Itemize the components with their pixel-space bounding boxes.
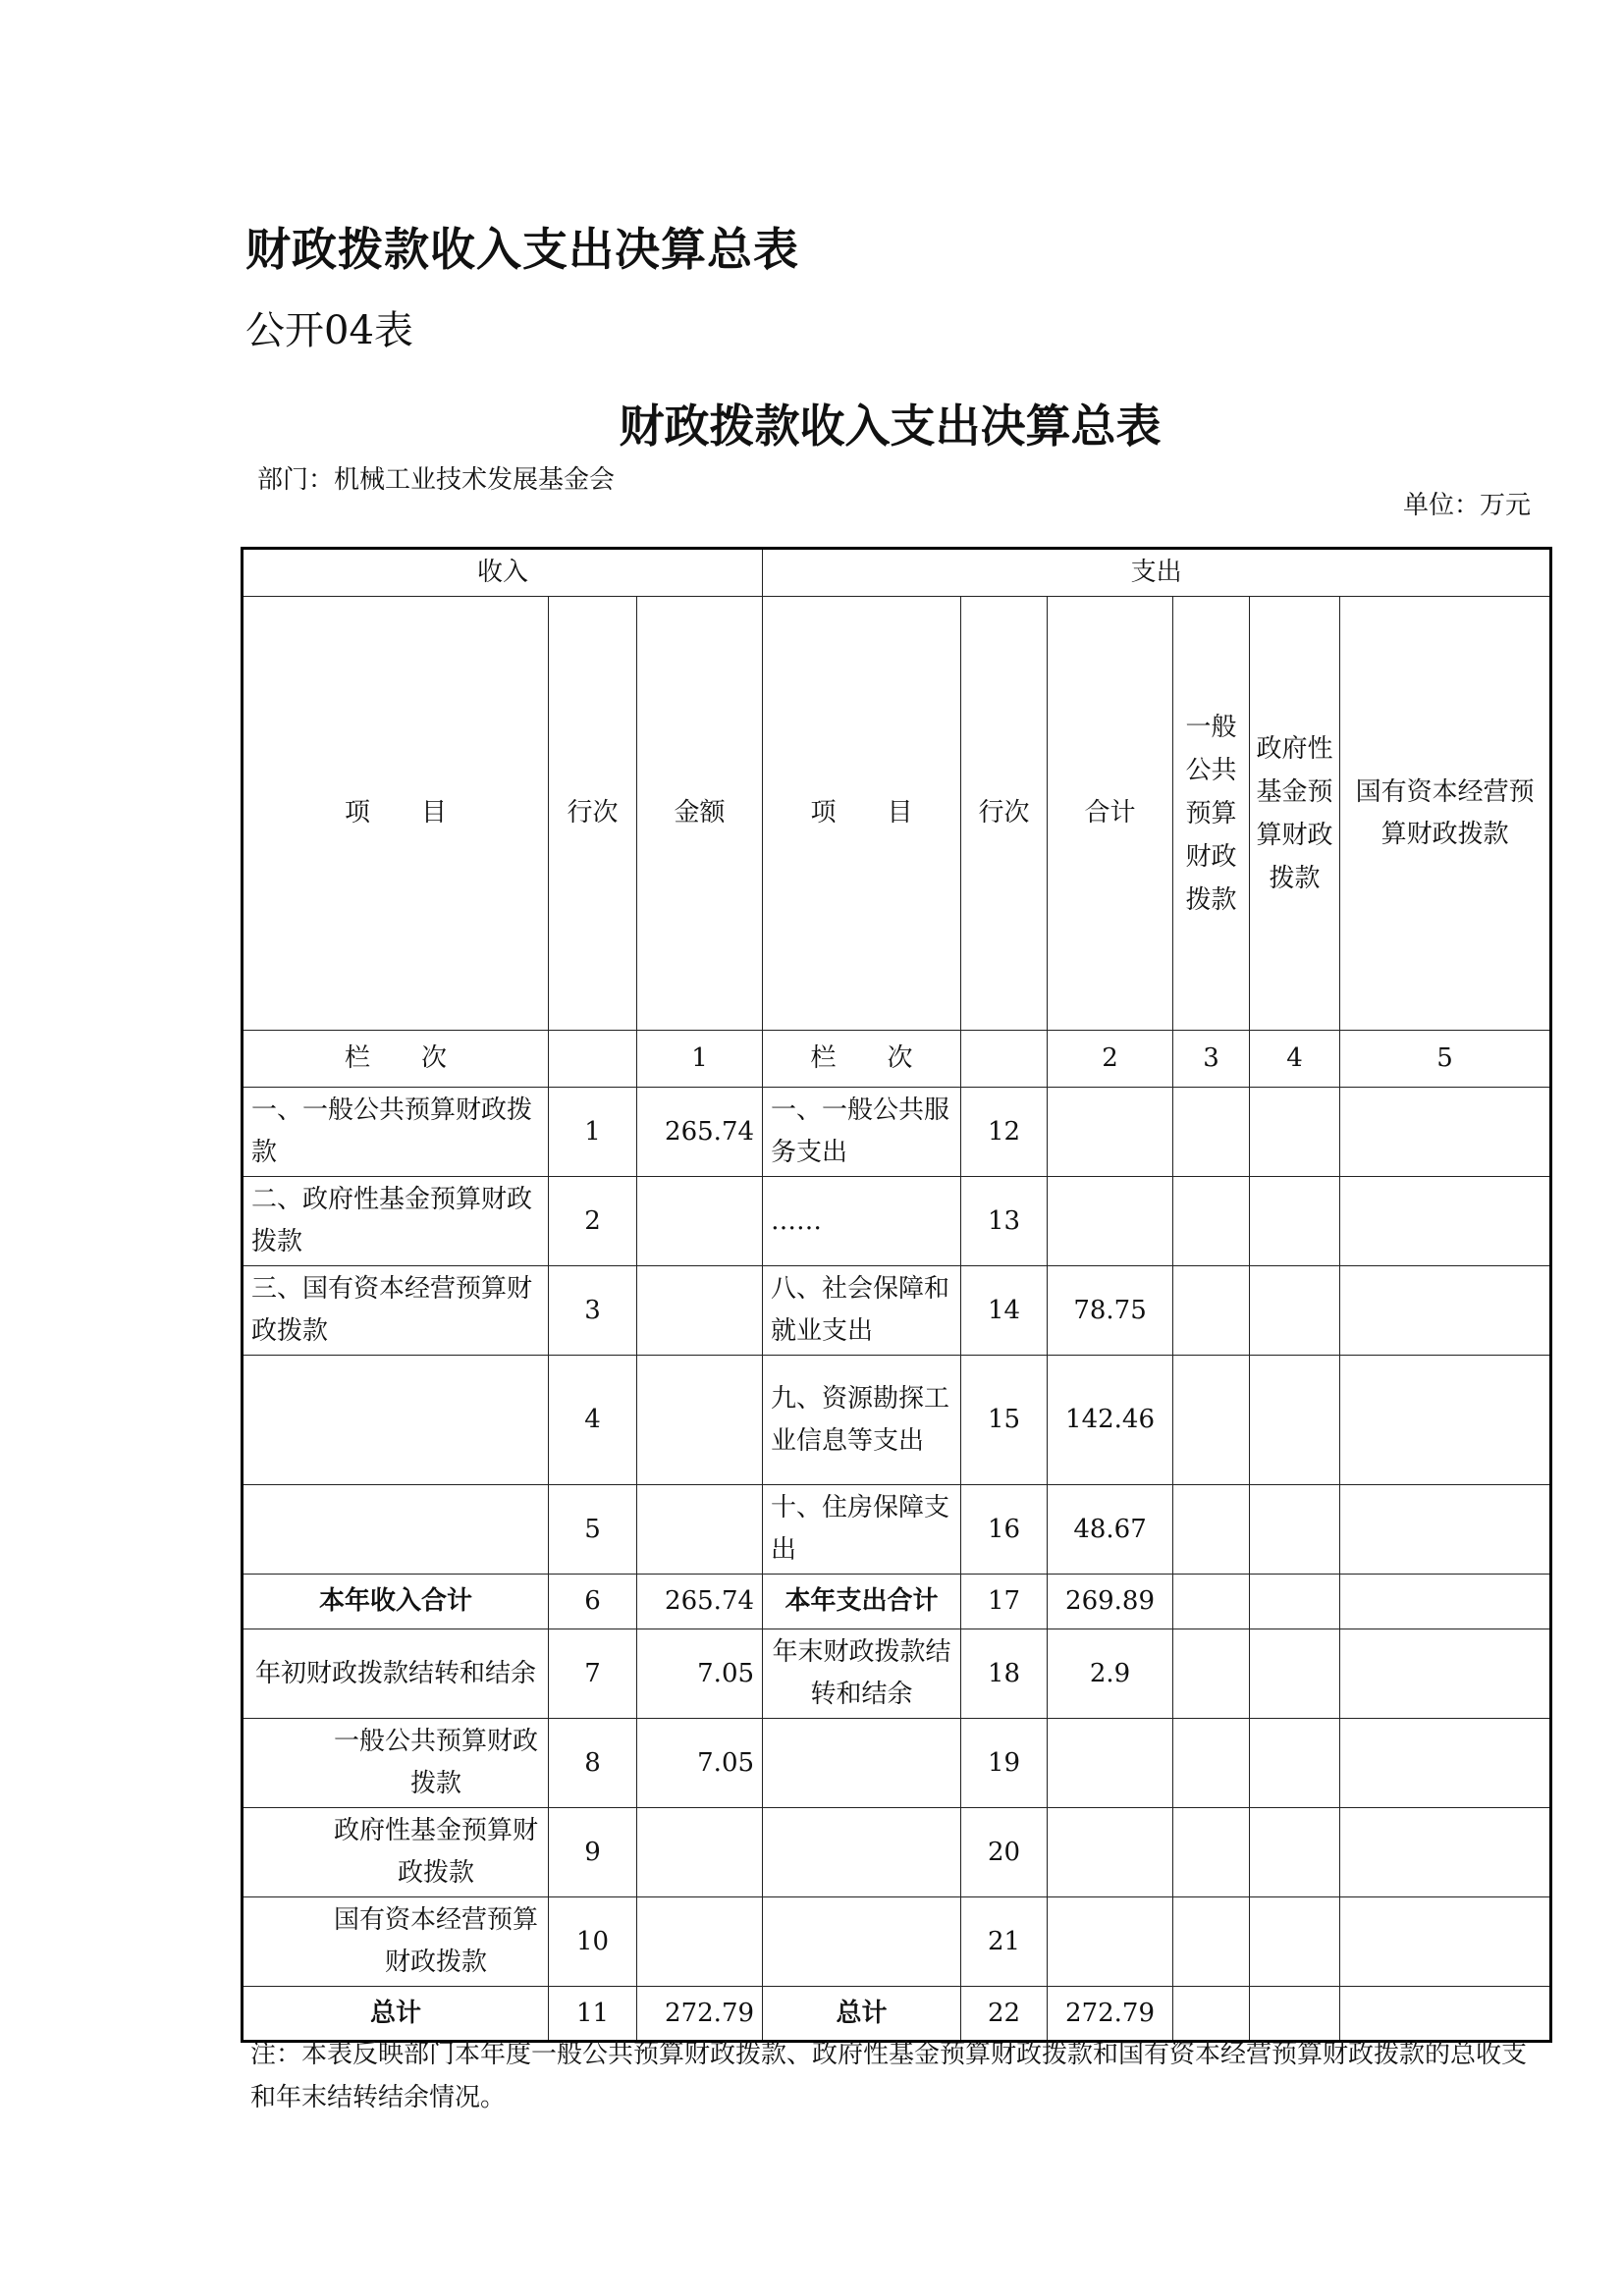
income-amount-cell: 265.74 <box>637 1088 763 1177</box>
expense-total-cell: 269.89 <box>1048 1575 1173 1629</box>
col-header-expense-item: 项 目 <box>763 597 961 1031</box>
expense-total-cell <box>1048 1719 1173 1808</box>
table-row <box>243 1356 1551 1485</box>
state-capital-cell <box>1340 1485 1551 1575</box>
general-budget-cell <box>1173 1897 1250 1987</box>
unit-label: 单位：万元 <box>1402 491 1531 520</box>
general-budget-cell <box>1173 1177 1250 1266</box>
column-header-row <box>243 597 1551 1031</box>
income-amount-cell <box>637 1485 763 1575</box>
income-amount-cell <box>637 1266 763 1356</box>
expense-item-cell: 九、资源勘探工业信息等支出 <box>763 1356 961 1485</box>
income-item-cell: 二、政府性基金预算财政拨款 <box>243 1177 549 1266</box>
col-index-expense-label: 栏 次 <box>763 1031 961 1088</box>
col-header-gov-fund: 政府性基金预算财政拨款 <box>1250 597 1340 1031</box>
expense-total-cell: 78.75 <box>1048 1266 1173 1356</box>
form-code: 公开04表 <box>245 308 413 353</box>
income-group-header: 收入 <box>243 549 763 597</box>
col-header-income-line: 行次 <box>549 597 637 1031</box>
income-item-cell <box>243 1485 549 1575</box>
state-capital-cell <box>1340 1356 1551 1485</box>
expense-line-cell: 17 <box>961 1575 1048 1629</box>
gov-fund-cell <box>1250 1575 1340 1629</box>
table-row <box>243 1897 1551 1987</box>
gov-fund-cell <box>1250 1177 1340 1266</box>
table-footnote: 注：本表反映部门本年度一般公共预算财政拨款、政府性基金预算财政拨款和国有资本经营预算财政拨款的总收支和年末结转结余情况。 <box>250 2040 1528 2112</box>
expense-item-cell: 总计 <box>763 1987 961 2042</box>
state-capital-cell <box>1340 1808 1551 1897</box>
gov-fund-cell <box>1250 1897 1340 1987</box>
state-capital-cell <box>1340 1629 1551 1719</box>
income-item-cell: 年初财政拨款结转和结余 <box>243 1629 549 1719</box>
expense-line-cell: 20 <box>961 1808 1048 1897</box>
gov-fund-cell <box>1250 1356 1340 1485</box>
income-line-cell: 7 <box>549 1629 637 1719</box>
general-budget-cell <box>1173 1356 1250 1485</box>
expense-item-cell: …… <box>763 1177 961 1266</box>
expense-total-cell <box>1048 1897 1173 1987</box>
income-item-cell: 三、国有资本经营预算财政拨款 <box>243 1266 549 1356</box>
state-capital-cell <box>1340 1266 1551 1356</box>
gov-fund-cell <box>1250 1808 1340 1897</box>
general-budget-cell <box>1173 1808 1250 1897</box>
expense-item-cell: 年末财政拨款结转和结余 <box>763 1629 961 1719</box>
gov-fund-cell <box>1250 1266 1340 1356</box>
col-header-income-item: 项 目 <box>243 597 549 1031</box>
expense-line-cell: 16 <box>961 1485 1048 1575</box>
table-title: 财政拨款收入支出决算总表 <box>619 400 1162 453</box>
general-budget-cell <box>1173 1266 1250 1356</box>
income-item-cell: 本年收入合计 <box>243 1575 549 1629</box>
expense-line-cell: 12 <box>961 1088 1048 1177</box>
income-amount-cell: 272.79 <box>637 1987 763 2042</box>
financial-table <box>241 547 1552 2043</box>
expense-line-cell: 15 <box>961 1356 1048 1485</box>
income-line-cell: 1 <box>549 1088 637 1177</box>
state-capital-cell <box>1340 1088 1551 1177</box>
expense-total-cell: 48.67 <box>1048 1485 1173 1575</box>
income-line-cell: 4 <box>549 1356 637 1485</box>
expense-item-cell <box>763 1808 961 1897</box>
gov-fund-cell <box>1250 1629 1340 1719</box>
expense-line-cell: 14 <box>961 1266 1048 1356</box>
expense-line-cell: 13 <box>961 1177 1048 1266</box>
state-capital-cell <box>1340 1719 1551 1808</box>
state-capital-cell <box>1340 1575 1551 1629</box>
expense-item-cell <box>763 1719 961 1808</box>
income-amount-cell: 7.05 <box>637 1629 763 1719</box>
col-index-expense-total: 2 <box>1048 1031 1173 1088</box>
col-index-income-label: 栏 次 <box>243 1031 549 1088</box>
table-row <box>243 1719 1551 1808</box>
income-item-cell: 国有资本经营预算财政拨款 <box>243 1897 549 1987</box>
column-index-row <box>243 1031 1551 1088</box>
table-row <box>243 1485 1551 1575</box>
expense-total-cell <box>1048 1088 1173 1177</box>
table-row-year-total <box>243 1575 1551 1629</box>
income-line-cell: 10 <box>549 1897 637 1987</box>
gov-fund-cell <box>1250 1719 1340 1808</box>
income-item-cell: 总计 <box>243 1987 549 2042</box>
col-index-income-line <box>549 1031 637 1088</box>
expense-group-header: 支出 <box>763 549 1551 597</box>
income-line-cell: 6 <box>549 1575 637 1629</box>
income-line-cell: 8 <box>549 1719 637 1808</box>
income-amount-cell <box>637 1356 763 1485</box>
expense-total-cell: 2.9 <box>1048 1629 1173 1719</box>
col-index-gov-fund: 4 <box>1250 1031 1340 1088</box>
general-budget-cell <box>1173 1575 1250 1629</box>
table-row <box>243 1808 1551 1897</box>
income-line-cell: 2 <box>549 1177 637 1266</box>
general-budget-cell <box>1173 1088 1250 1177</box>
table-row <box>243 1088 1551 1177</box>
income-line-cell: 9 <box>549 1808 637 1897</box>
col-index-general-budget: 3 <box>1173 1031 1250 1088</box>
col-index-income-amount: 1 <box>637 1031 763 1088</box>
income-amount-cell <box>637 1897 763 1987</box>
general-budget-cell <box>1173 1629 1250 1719</box>
group-header-row <box>243 549 1551 597</box>
expense-total-cell <box>1048 1177 1173 1266</box>
expense-line-cell: 22 <box>961 1987 1048 2042</box>
expense-item-cell: 本年支出合计 <box>763 1575 961 1629</box>
gov-fund-cell <box>1250 1485 1340 1575</box>
col-header-income-amount: 金额 <box>637 597 763 1031</box>
col-header-expense-total: 合计 <box>1048 597 1173 1031</box>
general-budget-cell <box>1173 1485 1250 1575</box>
expense-line-cell: 18 <box>961 1629 1048 1719</box>
state-capital-cell <box>1340 1897 1551 1987</box>
income-line-cell: 5 <box>549 1485 637 1575</box>
income-item-cell <box>243 1356 549 1485</box>
col-index-state-capital: 5 <box>1340 1031 1551 1088</box>
income-item-cell: 政府性基金预算财政拨款 <box>243 1808 549 1897</box>
income-line-cell: 11 <box>549 1987 637 2042</box>
expense-line-cell: 19 <box>961 1719 1048 1808</box>
expense-item-cell: 一、一般公共服务支出 <box>763 1088 961 1177</box>
expense-item-cell: 八、社会保障和就业支出 <box>763 1266 961 1356</box>
table-row <box>243 1629 1551 1719</box>
department-label: 部门：机械工业技术发展基金会 <box>257 465 616 495</box>
col-header-general-budget: 一般公共预算财政拨款 <box>1173 597 1250 1031</box>
income-amount-cell <box>637 1808 763 1897</box>
expense-item-cell <box>763 1897 961 1987</box>
income-amount-cell: 265.74 <box>637 1575 763 1629</box>
income-item-cell: 一般公共预算财政拨款 <box>243 1719 549 1808</box>
expense-total-cell: 142.46 <box>1048 1356 1173 1485</box>
col-header-state-capital: 国有资本经营预算财政拨款 <box>1340 597 1551 1031</box>
expense-total-cell <box>1048 1808 1173 1897</box>
expense-line-cell: 21 <box>961 1897 1048 1987</box>
income-item-cell: 一、一般公共预算财政拨款 <box>243 1088 549 1177</box>
table-row <box>243 1177 1551 1266</box>
page-heading: 财政拨款收入支出决算总表 <box>245 223 799 276</box>
table-row <box>243 1266 1551 1356</box>
col-index-expense-line <box>961 1031 1048 1088</box>
general-budget-cell <box>1173 1719 1250 1808</box>
income-line-cell: 3 <box>549 1266 637 1356</box>
col-header-expense-line: 行次 <box>961 597 1048 1031</box>
state-capital-cell <box>1340 1177 1551 1266</box>
income-amount-cell: 7.05 <box>637 1719 763 1808</box>
income-amount-cell <box>637 1177 763 1266</box>
gov-fund-cell <box>1250 1088 1340 1177</box>
expense-total-cell: 272.79 <box>1048 1987 1173 2042</box>
expense-item-cell: 十、住房保障支出 <box>763 1485 961 1575</box>
